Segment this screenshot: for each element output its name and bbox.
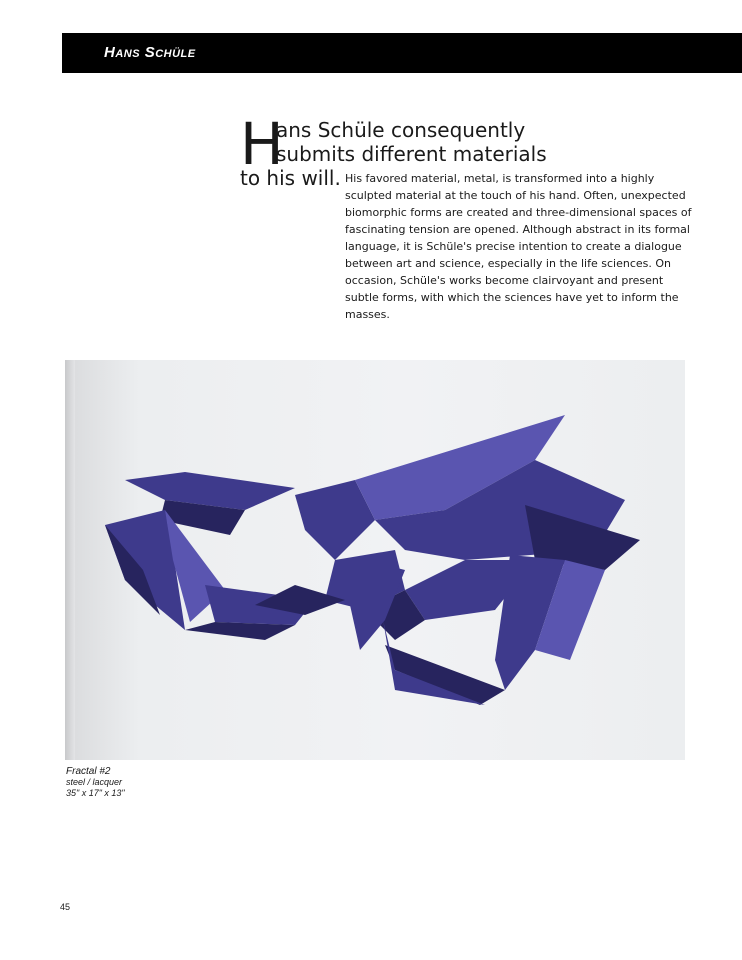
drop-cap: H <box>240 110 284 178</box>
page-header-title: Hans Schüle <box>104 44 196 61</box>
artwork-caption <box>66 766 125 799</box>
sculpture-facet <box>185 622 295 640</box>
sculpture-image <box>65 360 685 760</box>
page-number: 45 <box>60 902 71 912</box>
sculpture-facet <box>125 472 295 510</box>
caption-title: Fractal #2 <box>66 766 111 777</box>
photo-edge-shadow <box>65 360 75 760</box>
caption-dimensions: 35" x 17" x 13" <box>66 788 125 798</box>
caption-medium: steel / lacquer <box>66 777 123 787</box>
intro-heading-line-1: ans Schüle consequently <box>276 118 526 142</box>
intro-paragraph: His favored material, metal, is transformed into a highly sculpted material at the touch of his hand. Often, unexpected biomorphic forms are created and three-dimensional spaces of fascinating tension are opened. Although abstract in its formal language, it is Schüle's precise intention to create a dialogue between art and science, especially in the life sciences. On occasion, Schüle's works become clairvoyant and present subtle forms, with which the sciences have yet to inform the masses. <box>345 172 692 321</box>
intro-heading-line-3: to his will. <box>240 166 341 190</box>
intro-heading-line-2: submits different materials <box>276 142 547 166</box>
intro-body <box>345 170 697 323</box>
artwork-photo <box>65 360 685 760</box>
